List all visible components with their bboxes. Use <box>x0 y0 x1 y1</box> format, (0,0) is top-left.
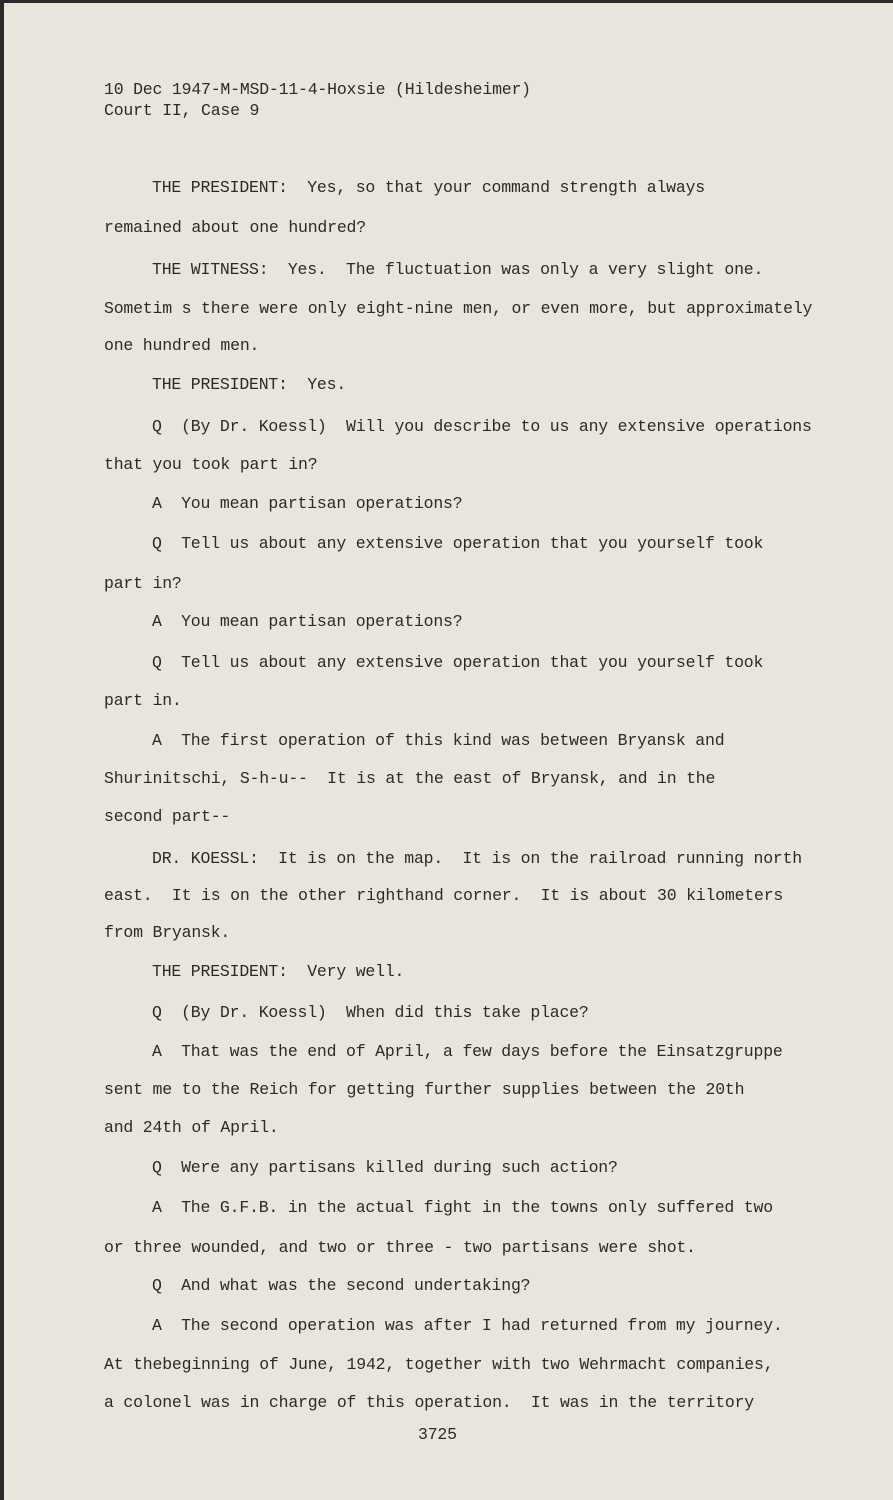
transcript-line: THE PRESIDENT: Yes. <box>152 375 347 394</box>
page-number: 3725 <box>418 1425 457 1444</box>
transcript-line: from Bryansk. <box>104 923 231 942</box>
transcript-line: one hundred men. <box>104 336 260 355</box>
transcript-line: east. It is on the other righthand corner. It is about 30 kilometers <box>104 886 784 905</box>
document-page <box>4 3 893 1500</box>
transcript-line: part in? <box>104 574 182 593</box>
transcript-line: A The first operation of this kind was between Bryansk and <box>152 731 725 750</box>
transcript-line: and 24th of April. <box>104 1118 279 1137</box>
transcript-line: THE PRESIDENT: Yes, so that your command strength always <box>152 178 705 197</box>
document-header <box>104 79 531 121</box>
transcript-line: Q Tell us about any extensive operation that you yourself took <box>152 534 764 553</box>
transcript-line: part in. <box>104 691 182 710</box>
transcript-line: At thebeginning of June, 1942, together with two Wehrmacht companies, <box>104 1355 774 1374</box>
transcript-line: a colonel was in charge of this operation. It was in the territory <box>104 1393 755 1412</box>
transcript-line: remained about one hundred? <box>104 218 366 237</box>
transcript-line: A You mean partisan operations? <box>152 612 463 631</box>
transcript-line: THE WITNESS: Yes. The fluctuation was only a very slight one. <box>152 260 764 279</box>
transcript-line: A You mean partisan operations? <box>152 494 463 513</box>
transcript-line: or three wounded, and two or three - two partisans were shot. <box>104 1238 696 1257</box>
transcript-line: Q And what was the second undertaking? <box>152 1276 531 1295</box>
transcript-line: THE PRESIDENT: Very well. <box>152 962 405 981</box>
transcript-line: Q (By Dr. Koessl) Will you describe to us any extensive operations <box>152 417 812 436</box>
transcript-line: Sometim s there were only eight-nine men, or even more, but approximately <box>104 299 813 318</box>
header-court-case: Court II, Case 9 <box>104 101 260 120</box>
transcript-line: A That was the end of April, a few days before the Einsatzgruppe <box>152 1042 783 1061</box>
transcript-line: that you took part in? <box>104 455 318 474</box>
transcript-line: A The G.F.B. in the actual fight in the towns only suffered two <box>152 1198 773 1217</box>
transcript-line: DR. KOESSL: It is on the map. It is on the railroad running north <box>152 849 803 868</box>
transcript-line: Q Tell us about any extensive operation that you yourself took <box>152 653 764 672</box>
transcript-line: Shurinitschi, S-h-u-- It is at the east of Bryansk, and in the <box>104 769 716 788</box>
transcript-line: second part-- <box>104 807 231 826</box>
transcript-line: A The second operation was after I had returned from my journey. <box>152 1316 783 1335</box>
transcript-line: sent me to the Reich for getting further supplies between the 20th <box>104 1080 745 1099</box>
transcript-line: Q (By Dr. Koessl) When did this take place? <box>152 1003 589 1022</box>
transcript-line: Q Were any partisans killed during such action? <box>152 1158 618 1177</box>
header-date-reference: 10 Dec 1947-M-MSD-11-4-Hoxsie (Hildesheimer) <box>104 80 531 99</box>
